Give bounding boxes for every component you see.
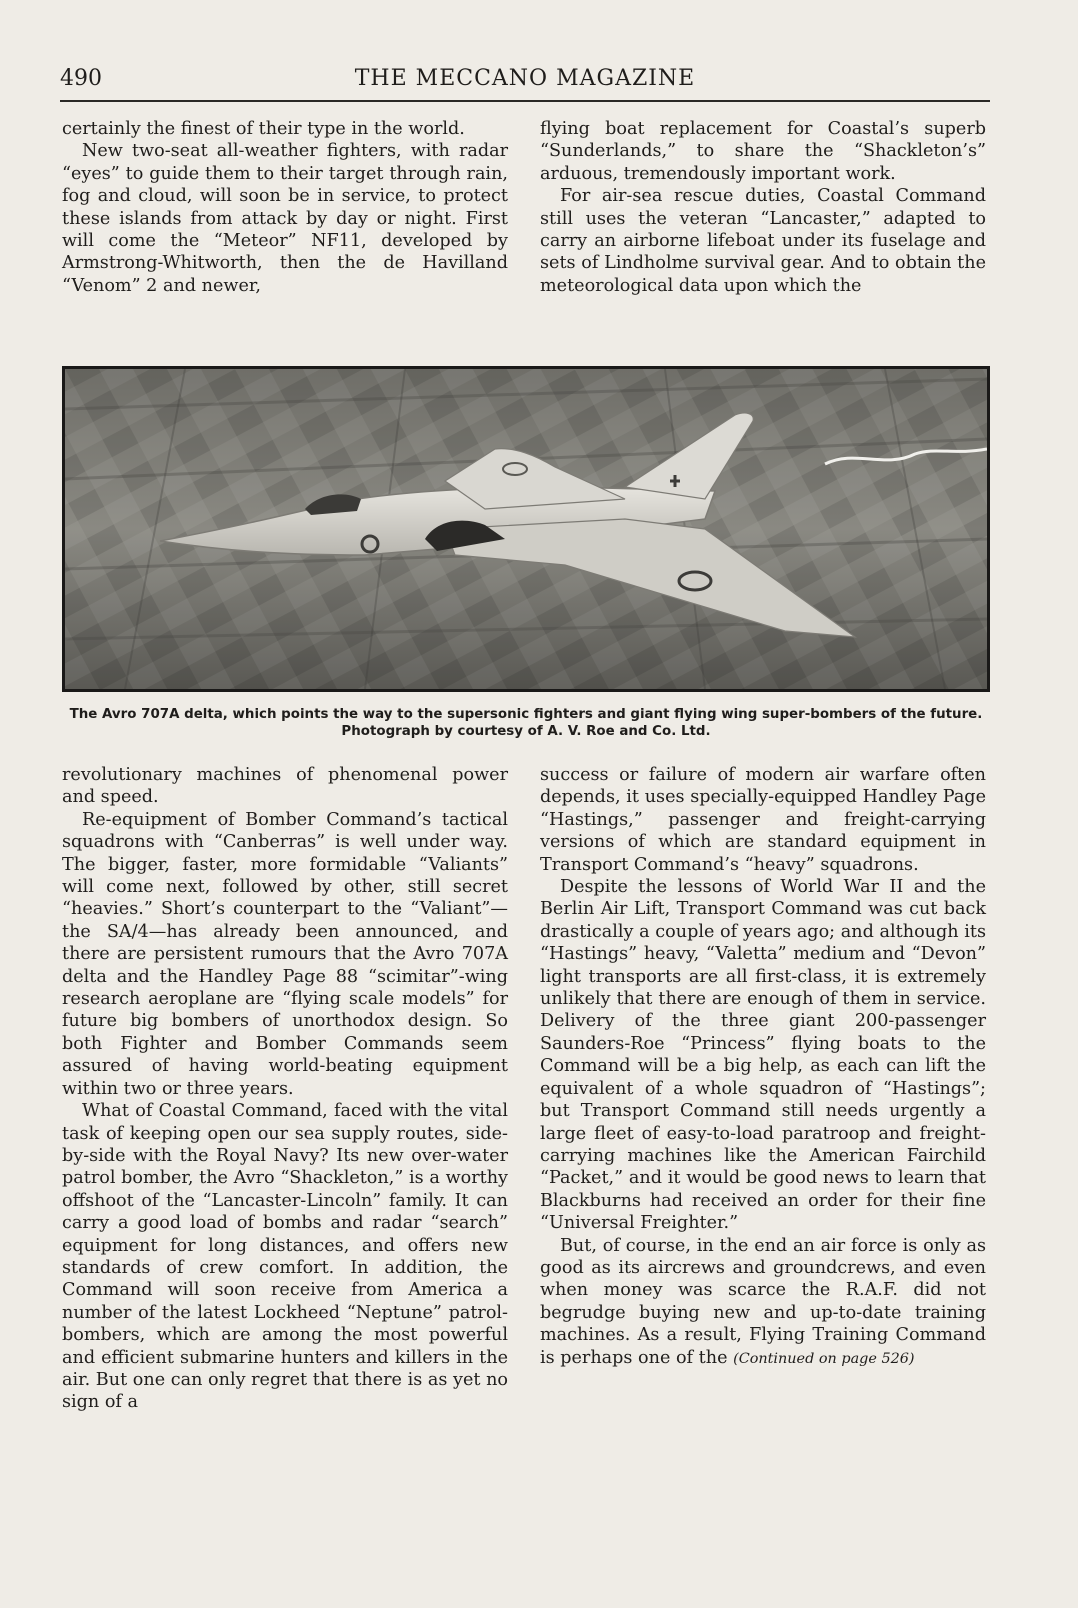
paragraph-text: But, of course, in the end an air force is only as good as its aircrews and groundcrews, and even when money was scarce the R.A.F. did not begrudge buying new and up-to-date training machines. As a result, Flying Training Command is perhaps one of the [540,1235,986,1368]
photo-caption: The Avro 707A delta, which points the way to the supersonic fighters and giant flying wing super-bombers of the future. Photograph by courtesy of A. V. Roe and Co. Ltd. [69,707,983,739]
column-2-top [540,118,986,297]
paragraph: flying boat replacement for Coastal’s superb “Sunderlands,” to share the “Shackleton’s” arduous, tremendously important work. [540,119,986,184]
paragraph: Re-equipment of Bomber Command’s tactical squadrons with “Canberras” is well under way. The bigger, faster, more formidable “Valiants” will come next, followed by other, still secret “heavies.” Short’s counterpart to the “Valiant”—the SA/4—has already been announced, and there are persistent rumours that the Avro 707A delta and the Handley Page 88 “scimitar”-wing research aeroplane are “flying scale models” for future big bombers of unorthodox design. So both Fighter and Bomber Commands seem assured of having world-beating equipment within two or three years. [62,809,508,1099]
column-2-bottom [540,764,986,1370]
paragraph: certainly the finest of their type in the world. [62,119,465,139]
magazine-title: THE MECCANO MAGAZINE [354,66,696,91]
paragraph: success or failure of modern air warfare often depends, it uses specially-equipped Handley Page “Hastings,” passenger and freight-carrying versions of which are standard equipment in Transport Command’s “heavy” squadrons. [540,765,986,875]
paragraph: For air-sea rescue duties, Coastal Command still uses the veteran “Lancaster,” adapted to carry an airborne lifeboat under its fuselage and sets of Lindholme survival gear. And to obtain the meteorological data upon which the [540,186,986,296]
paragraph: What of Coastal Command, faced with the vital task of keeping open our sea supply routes, side-by-side with the Royal Navy? Its new over-water patrol bomber, the Avro “Shackleton,” is a worthy offshoot of the “Lancaster-Lincoln” family. It can carry a good load of bombs and radar “search” equipment for long distances, and offers new standards of crew comfort. In addition, the Command will soon receive from America a number of the latest Lockheed “Neptune” patrol-bombers, which are among the most powerful and efficient submarine hunters and killers in the air. But one can only regret that there is as yet no sign of a [62,1101,508,1413]
aircraft-photo [62,366,990,692]
paragraph: revolutionary machines of phenomenal power and speed. [62,765,508,808]
avro-707a-photo-illustration [65,369,987,689]
paragraph: New two-seat all-weather fighters, with radar “eyes” to guide them to their target through rain, fog and cloud, will soon be in service, to protect these islands from attack by day or night. First will come the “Meteor” NF11, developed by Armstrong-Whitworth, then the de Havilland “Venom” 2 and newer, [62,141,508,296]
continuation-note: (Continued on page 526) [733,1350,915,1367]
column-1-top [62,118,508,297]
page-header [60,62,990,102]
paragraph: Despite the lessons of World War II and the Berlin Air Lift, Transport Command was cut back drastically a couple of years ago; and although its “Hastings” heavy, “Valetta” medium and “Devon” light transports are all first-class, it is extremely unlikely that there are enough of them in service. Delivery of the three giant 200-passenger Saunders-Roe “Princess” flying boats to the Command will be a big help, as each can lift the equivalent of a whole squadron of “Hastings”; but Transport Command still needs urgently a large fleet of easy-to-load paratroop and freight-carrying machines like the American Fairchild “Packet,” and it would be good news to learn that Blackburns had received an order for their fine “Universal Freighter.” [540,877,986,1234]
page-number: 490 [60,66,102,91]
column-1-bottom [62,764,508,1414]
paragraph-final [540,1235,986,1370]
